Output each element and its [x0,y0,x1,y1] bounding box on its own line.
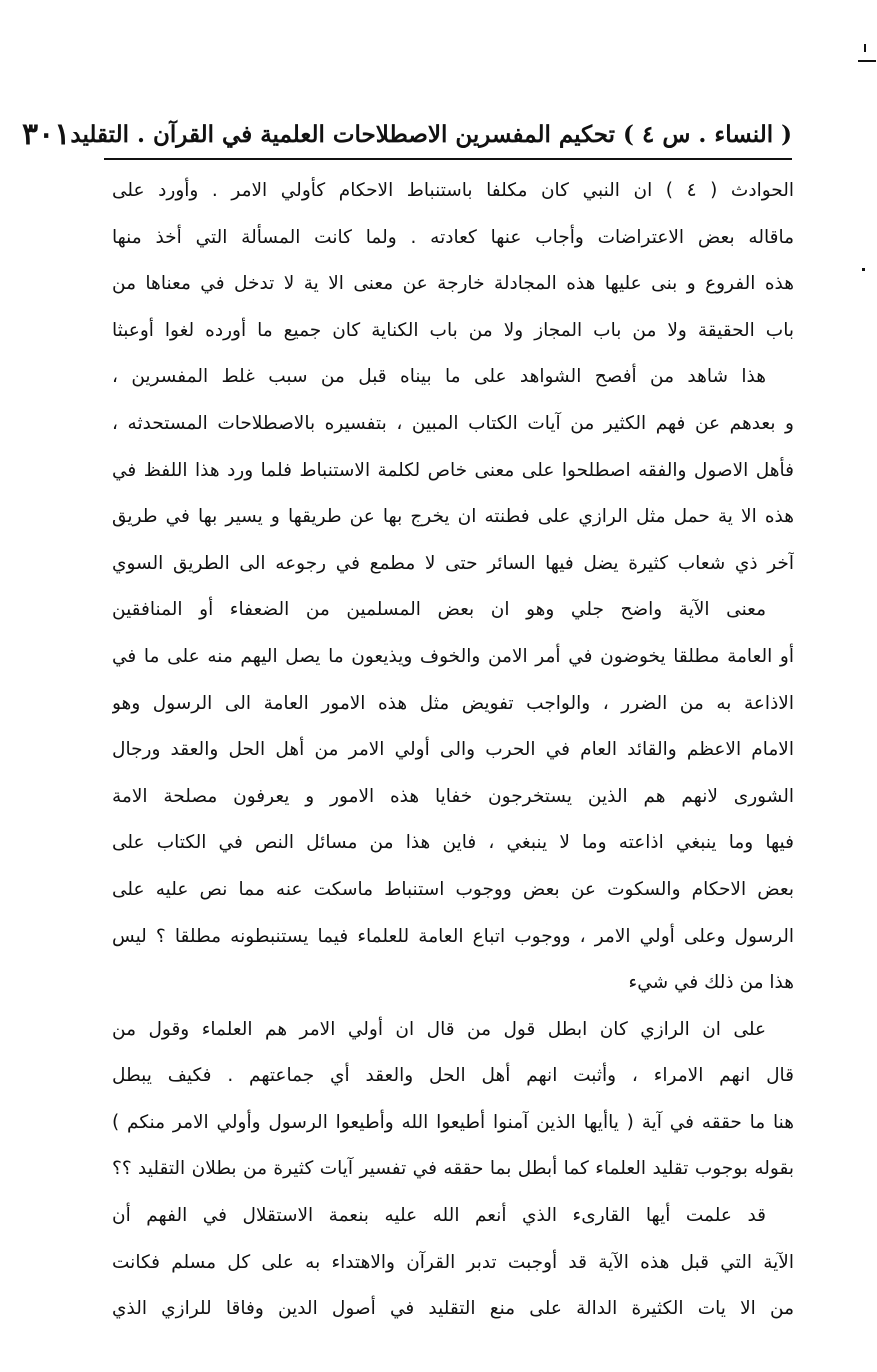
text-line: الرسول وعلى أولي الامر ، ووجوب اتباع العامة للعلماء فيما يستنبطونه مطلقا ؟ ليس [112,925,794,947]
text-line: فيها وما ينبغي اذاعته وما لا ينبغي ، فاين هذا من مسائل النص في الكتاب على [112,832,794,854]
text-line: أو العامة مطلقا يخوضون في أمر الامن والخوف ويذيعون ما يصل اليهم منه على ما في [112,645,794,667]
scan-speck [864,44,866,52]
running-header [22,112,792,156]
text-line: الآية التي قبل هذه الآية قد أوجبت تدبر القرآن والاهتداء به على كل مسلم فكانت [112,1251,794,1273]
page-number: ٣٠١ [22,116,71,152]
text-line: على ان الرازي كان ابطل قول من قال ان أولي الامر هم العلماء وقول من [112,1018,766,1040]
header-title: ( النساء . س ٤ ) تحكيم المفسرين الاصطلاحات العلمية في القرآن . التقليد [70,120,792,148]
text-line: قال انهم الامراء ، وأثبت انهم أهل الحل والعقد أي جماعتهم . فكيف يبطل [112,1065,794,1087]
text-line: هذا من ذلك في شيء [628,972,794,994]
text-line: الحوادث ( ٤ ) ان النبي كان مكلفا باستنباط الاحكام كأولي الامر . وأورد على [112,180,794,201]
body-text [112,168,794,1333]
text-line: باب الحقيقة ولا من باب المجاز ولا من باب الكناية كان جميع ما أورده لغوا أوعبثا [112,319,794,341]
text-line: ماقاله بعض الاعتراضات وأجاب عنها كعادته . ولما كانت المسألة التي أخذ منها [112,226,794,248]
text-line: فأهل الاصول والفقه اصطلحوا على معنى خاص لكلمة الاستنباط فلما ورد هذا اللفظ في [112,459,794,481]
text-line: هذه الا ية حمل مثل الرازي على فطنته ان يخرج بها عن طريقها و يسير بها في طريق [112,506,794,528]
text-line: هنا ما حققه في آية ( ياأيها الذين آمنوا أطيعوا الله وأطيعوا الرسول وأولي الامر منكم ) [112,1111,794,1133]
text-line: و بعدهم عن فهم الكثير من آيات الكتاب المبين ، بتفسيره بالاصطلاحات المستحدثه ، [112,412,794,434]
header-divider [104,158,792,160]
text-line: هذه الفروع و بنى عليها هذه المجادلة خارجة عن معنى الا ية لا تدخل في معناها من [112,273,794,295]
text-line: الامام الاعظم والقائد العام في الحرب والى أولي الامر من أهل الحل والعقد ورجال [112,739,794,761]
text-line: آخر ذي شعاب كثيرة يضل فيها السائر حتى لا مطمع في رجوعه الى الطريق السوي [112,552,794,574]
text-line: الاذاعة به من الضرر ، والواجب تفويض مثل هذه الامور العامة الى الرسول وهو [112,692,794,714]
text-line: معنى الآية واضح جلي وهو ان بعض المسلمين من الضعفاء أو المنافقين [112,599,766,621]
text-line: هذا شاهد من أفصح الشواهد على ما بيناه قبل من سبب غلط المفسرين ، [112,366,766,388]
text-line: قد علمت أيها القارىء الذي أنعم الله عليه بنعمة الاستقلال في الفهم أن [112,1205,766,1227]
text-line: الشورى لانهم هم الذين يستخرجون خفايا هذه الامور و يعرفون مصلحة الامة [112,785,794,807]
scan-speck [862,268,865,271]
text-line: بقوله بوجوب تقليد العلماء كما أبطل بما حققه في تفسير آيات كثيرة من بطلان التقليد ؟؟ [112,1158,794,1180]
scan-edge-mark [858,60,876,62]
text-line: بعض الاحكام والسكوت عن بعض ووجوب استنباط ماسكت عنه مما نص عليه على [112,878,794,900]
text-line: من الا يات الكثيرة الدالة على منع التقليد في أصول الدين وفاقا للرازي الذي [112,1298,794,1320]
